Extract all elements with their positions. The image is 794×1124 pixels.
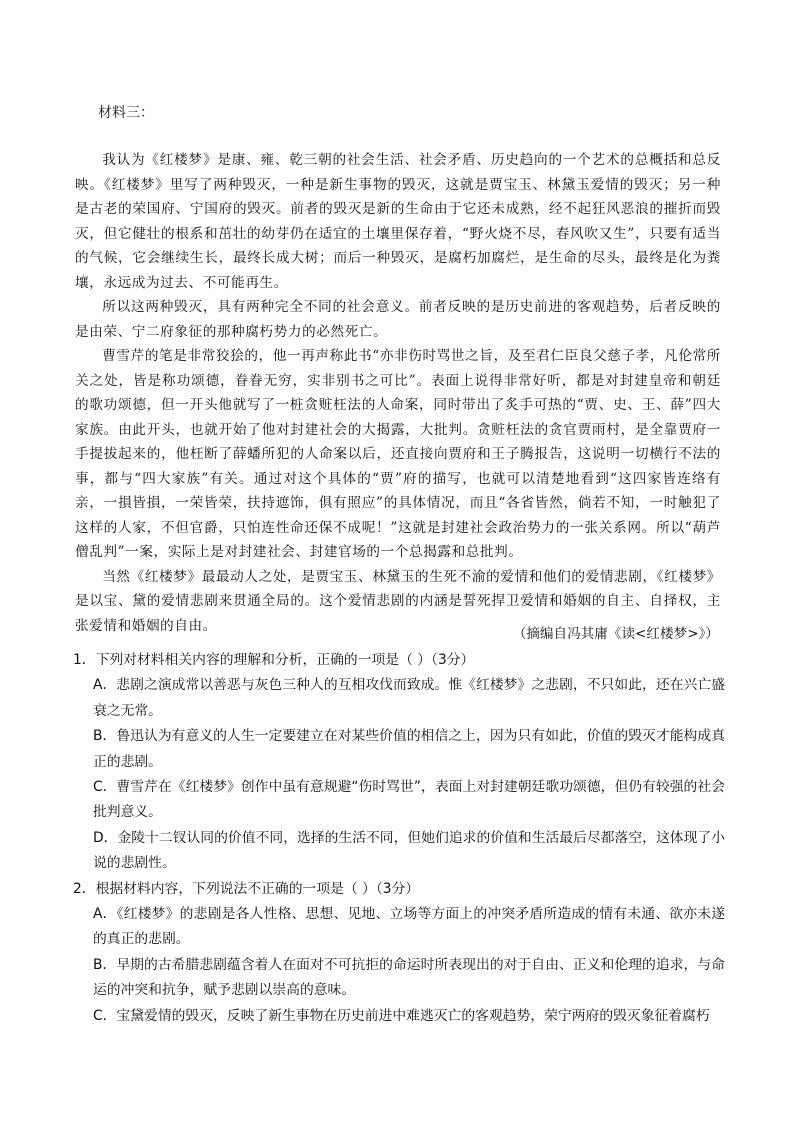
material-paragraph-4: 当然《红楼梦》最最动人之处，是贾宝玉、林黛玉的生死不渝的爱情和他们的爱情悲剧，《红楼梦》是以宝、黛的爱情悲剧来贯通全局的。这个爱情悲剧的内涵是誓死捍卫爱情和婚姻的自主、自择权，主张爱情和婚姻的自由。: [75, 568, 721, 634]
material-paragraph-1: 我认为《红楼梦》是康、雍、乾三朝的社会生活、社会矛盾、历史趋向的一个艺术的总概括和总反映。《红楼梦》里写了两种毁灭，一种是新生事物的毁灭，这就是贾宝玉、林黛玉爱情的毁灭；另一种是古老的荣国府、宁国府的毁灭。前者的毁灭是新的生命由于它还未成熟，经不起狂风恶浪的摧折而毁灭，但它健壮的根系和茁壮的幼芽仍在适宜的土壤里保存着，“野火烧不尽，春风吹又生”，只要有适当的气候，它会继续生长，最终长成大树；而后一种毁灭，是腐朽加腐烂，是生命的尽头，最终是化为粪壤，永远成为过去、不可能再生。: [75, 152, 721, 291]
question-2-option-a: A．《红楼梦》的悲剧是各人性格、思想、见地、立场等方面上的冲突矛盾所造成的情有未通、欲亦未遂的真正的悲剧。: [93, 906, 725, 948]
question-list: [73, 648, 725, 1029]
question-2-option-b: B．早期的古希腊悲剧蕴含着人在面对不可抗拒的命运时所表现出的对于自由、正义和伦理的追求，与命运的冲突和抗争，赋予悲剧以崇高的意味。: [93, 956, 725, 999]
question-1-option-c: C．曹雪芹在《红楼梦》创作中虽有意规避“伤时骂世”，表面上对封建朝廷歌功颂德，但仍有较强的社会批判意义。: [93, 779, 725, 821]
question-1-option-d: D．金陵十二钗认同的价值不同，选择的生活不同，但她们追求的价值和生活最后尽都落空，这体现了小说的悲剧性。: [93, 829, 725, 872]
material-paragraph-2: 所以这两种毁灭，具有两种完全不同的社会意义。前者反映的是历史前进的客观趋势，后者反映的是由荣、宁二府象征的那种腐朽势力的必然死亡。: [75, 299, 721, 340]
question-2-option-c: C．宝黛爱情的毁灭，反映了新生事物在历史前进中难逃灭亡的客观趋势，荣宁两府的毁灭象征着腐朽: [93, 1007, 710, 1024]
material-paragraph-3: 曹雪芹的笔是非常狡狯的，他一再声称此书“亦非伤时骂世之旨，及至君仁臣良父慈子孝，凡伦常所关之处，皆是称功颂德，眷眷无穷，实非别书之可比”。表面上说得非常好听，都是对封建皇帝和朝廷的歌功颂德，但一开头他就写了一桩贪赃枉法的人命案，同时带出了炙手可热的“贾、史、王、薛”四大家族。由此开头，也就开始了他对封建社会的大揭露，大批判。贪赃枉法的贪官贾雨村，是全靠贾府一手提拔起来的，他枉断了薛蟠所犯的人命案以后，还直接向贾府和王子腾报告，这说明一切横行不法的事，都与“四大家族”有关。通过对这个具体的“贾”府的描写，也就可以清楚地看到“这四家皆连络有亲，一損皆損，一荣皆荣，扶持遮饰，俱有照应”的具体情况，而且“各省皆然，倘若不知，一时触犯了这样的人家，不但官爵，只怕连性命还保不成呢！”这就是封建社会政治势力的一张关系网。所以“葫芦僧乱判”一案，实际上是对封建社会、封建官场的一个总揭露和总批判。: [75, 348, 721, 560]
material-body: [75, 148, 721, 638]
question-1-option-b: B．鲁迅认为有意义的人生一定要建立在对某些价值的相信之上，因为只有如此，价值的毁灭才能构成真正的悲剧。: [93, 728, 725, 770]
material-source: （摘编自冯其庸《读<红楼梦>》）: [512, 626, 719, 642]
question-1: [73, 648, 725, 877]
material-label: 材料三：: [98, 105, 154, 121]
question-1-stem: 1．下列对材料相关内容的理解和分析，正确的一项是（ ）（3分）: [73, 652, 475, 668]
question-2-stem: 2．根据材料内容，下列说法不正确的一项是（ ）（3分）: [73, 880, 420, 897]
question-1-option-a: A．悲剧之演成常以善恶与灰色三种人的互相攻伐而致成。惟《红楼梦》之悲剧，不只如此，还在兴亡盛衰之无常。: [93, 677, 725, 719]
question-2: [73, 877, 725, 1029]
